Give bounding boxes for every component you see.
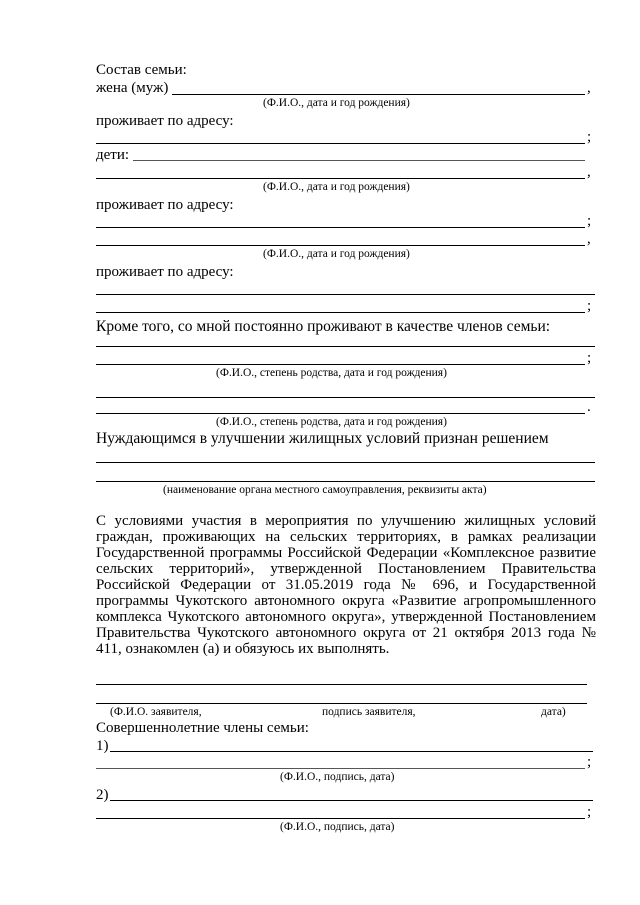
caption-fio-sign-date: (Ф.И.О., подпись, дата)	[280, 821, 395, 833]
adult-members-label: Совершеннолетние члены семьи:	[96, 720, 309, 736]
also-living-text: Кроме того, со мной постоянно проживают в качестве членов семьи:	[96, 318, 551, 335]
family-composition-label: Состав семьи:	[96, 62, 187, 78]
adult-member-1-line[interactable]	[110, 751, 593, 752]
caption-fio-dob: (Ф.И.О., дата и год рождения)	[263, 181, 410, 193]
caption-applicant-fio: (Ф.И.О. заявителя,	[110, 706, 202, 718]
caption-applicant-signature: подпись заявителя,	[322, 706, 416, 718]
item-number-1: 1)	[96, 738, 109, 754]
semicolon-mark: ;	[587, 350, 592, 366]
spouse-address-line[interactable]	[96, 143, 585, 144]
authority-line-1[interactable]	[96, 462, 595, 463]
item-number-2: 2)	[96, 787, 109, 803]
caption-fio-dob: (Ф.И.О., дата и год рождения)	[263, 97, 410, 109]
conditions-paragraph: С условиями участия в мероприятия по улучшению жилищных условий граждан, проживающих на сельских территориях, в рамках реализации Государственной программы Российской Федерации «Комплексное развитие сельских территорий», утвержденной Постановлением Правительства Российской Федерации от 31.05.2019 года № 696, и Государственной программы Чукотского автономного округа «Развитие агропромышленного комплекса Чукотского автономного округа», утвержденной Постановлением Правительства Чукотского автономного округа от 21 октября 2013 года № 411, ознакомлен (а) и обязуюсь их выполнять.	[96, 513, 596, 657]
child2-address-line-2[interactable]	[96, 312, 585, 313]
caption-fio-kinship: (Ф.И.О., степень родства, дата и год рождения)	[216, 416, 447, 428]
residence-label: проживает по адресу:	[96, 197, 234, 213]
adult-member-2-line[interactable]	[110, 800, 593, 801]
comma-mark: ,	[587, 80, 591, 96]
recognized-text: Нуждающимся в улучшении жилищных условий признан решением	[96, 430, 549, 447]
residence-label: проживает по адресу:	[96, 264, 234, 280]
children-label: дети:	[96, 147, 130, 163]
applicant-signature-line-2[interactable]	[96, 703, 587, 704]
caption-fio-kinship: (Ф.И.О., степень родства, дата и год рождения)	[216, 367, 447, 379]
applicant-signature-line-1[interactable]	[96, 684, 587, 685]
authority-line-2[interactable]	[96, 481, 595, 482]
member-line-2[interactable]	[96, 364, 585, 365]
semicolon-mark: ;	[587, 213, 592, 229]
semicolon-mark: ;	[587, 298, 592, 314]
member-line-3[interactable]	[96, 397, 595, 398]
semicolon-mark: ;	[587, 804, 592, 820]
comma-mark: ,	[587, 231, 591, 247]
children-name-line-2[interactable]	[96, 178, 585, 179]
caption-fio-dob: (Ф.И.О., дата и год рождения)	[263, 248, 410, 260]
residence-label: проживает по адресу:	[96, 113, 234, 129]
member-line-1[interactable]	[96, 346, 595, 347]
caption-authority: (наименование органа местного самоуправления, реквизиты акта)	[163, 484, 487, 496]
adult-member-1-line-2[interactable]	[96, 768, 585, 769]
caption-fio-sign-date: (Ф.И.О., подпись, дата)	[280, 771, 395, 783]
child2-address-line[interactable]	[96, 294, 595, 295]
adult-member-2-line-2[interactable]	[96, 818, 585, 819]
comma-mark: ,	[587, 164, 591, 180]
semicolon-mark: ;	[587, 754, 592, 770]
child-address-line[interactable]	[96, 227, 585, 228]
period-mark: .	[587, 399, 591, 415]
caption-applicant-date: дата)	[541, 706, 566, 718]
semicolon-mark: ;	[587, 129, 592, 145]
child2-name-line[interactable]	[96, 245, 585, 246]
spouse-label: жена (муж)	[96, 80, 169, 96]
children-name-line[interactable]	[133, 160, 585, 161]
spouse-name-line[interactable]	[172, 94, 585, 95]
member-line-4[interactable]	[96, 413, 585, 414]
